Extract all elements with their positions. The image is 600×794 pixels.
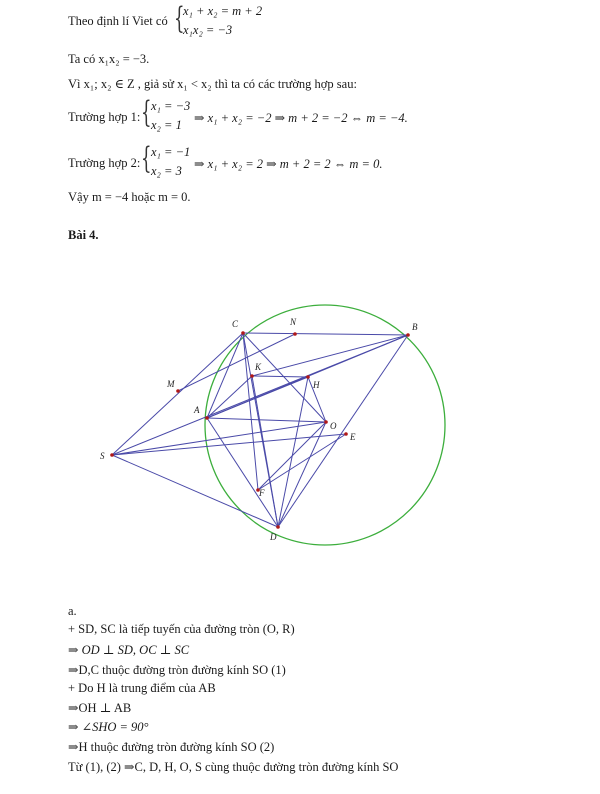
case1-prefix: Trường hợp 1: [68, 110, 141, 124]
proof-line-1: + SD, SC là tiếp tuyến của đường tròn (O, R) [68, 622, 295, 636]
point-a [205, 416, 209, 420]
label-n: N [290, 317, 297, 327]
case2-brace: { [141, 141, 152, 176]
proof-line-4: + Do H là trung điểm của AB [68, 681, 216, 695]
proof-line-2: ⇒ OD ⊥ SD, OC ⊥ SC [68, 643, 190, 657]
case1-result: ⇒ x₁ + x₂ = −2 ⇒ m + 2 = −2 ⇔ m = −4. [194, 111, 408, 125]
proof-line-8: Từ (1), (2) ⇒C, D, H, O, S cùng thuộc đường tròn đường kính SO [68, 760, 399, 774]
case2-result: ⇒ x₁ + x₂ = 2 ⇒ m + 2 = 2 ⇔ m = 0. [194, 157, 383, 171]
label-b: B [412, 322, 418, 332]
case2-prefix: Trường hợp 2: [68, 156, 141, 170]
case2-eq1: x₁ = −1 [151, 145, 191, 159]
conclusion-line: Vậy m = −4 hoặc m = 0. [68, 190, 191, 204]
proof-line-6: ⇒ ∠SHO = 90° [68, 720, 149, 734]
label-e: E [350, 432, 356, 442]
case1-eq1: x₁ = −3 [151, 99, 191, 113]
point-s [110, 453, 114, 457]
point-n [293, 332, 297, 336]
point-e [344, 432, 348, 436]
proof-line-7: ⇒H thuộc đường tròn đường kính SO (2) [68, 740, 275, 754]
viet-line-prefix: Theo định lí Viet có [68, 14, 168, 28]
label-o: O [330, 421, 337, 431]
viet-system-eq2: x₁x₂ = −3 [183, 23, 233, 37]
product-line: Ta có x₁x₂ = −3. [68, 52, 150, 66]
case1-brace: { [141, 95, 152, 130]
point-b [406, 333, 410, 337]
point-o [324, 420, 328, 424]
proof-line-3: ⇒D,C thuộc đường tròn đường kính SO (1) [68, 663, 286, 677]
case1-eq2: x₂ = 1 [151, 118, 182, 132]
point-c [241, 331, 245, 335]
assumption-line: Vì x₁; x₂ ∈ Z , giả sử x₁ < x₂ thì ta có các trường hợp sau: [68, 77, 357, 91]
label-s: S [100, 451, 105, 461]
exercise-heading: Bài 4. [68, 228, 99, 242]
viet-system-eq1: x₁ + x₂ = m + 2 [183, 4, 263, 18]
proof-line-5: ⇒OH ⊥ AB [68, 701, 132, 715]
label-h: H [313, 380, 320, 390]
viet-brace: { [174, 1, 185, 36]
point-h [306, 375, 310, 379]
case2-eq2: x₂ = 3 [151, 164, 182, 178]
label-a: A [194, 405, 200, 415]
label-k: K [255, 362, 262, 372]
label-f: F [259, 488, 265, 498]
label-d: D [270, 532, 277, 542]
label-c: C [232, 319, 239, 329]
part-a-label: a. [68, 604, 77, 618]
label-m: M [167, 379, 175, 389]
point-m [176, 389, 180, 393]
point-k [250, 374, 254, 378]
point-d [276, 525, 280, 529]
